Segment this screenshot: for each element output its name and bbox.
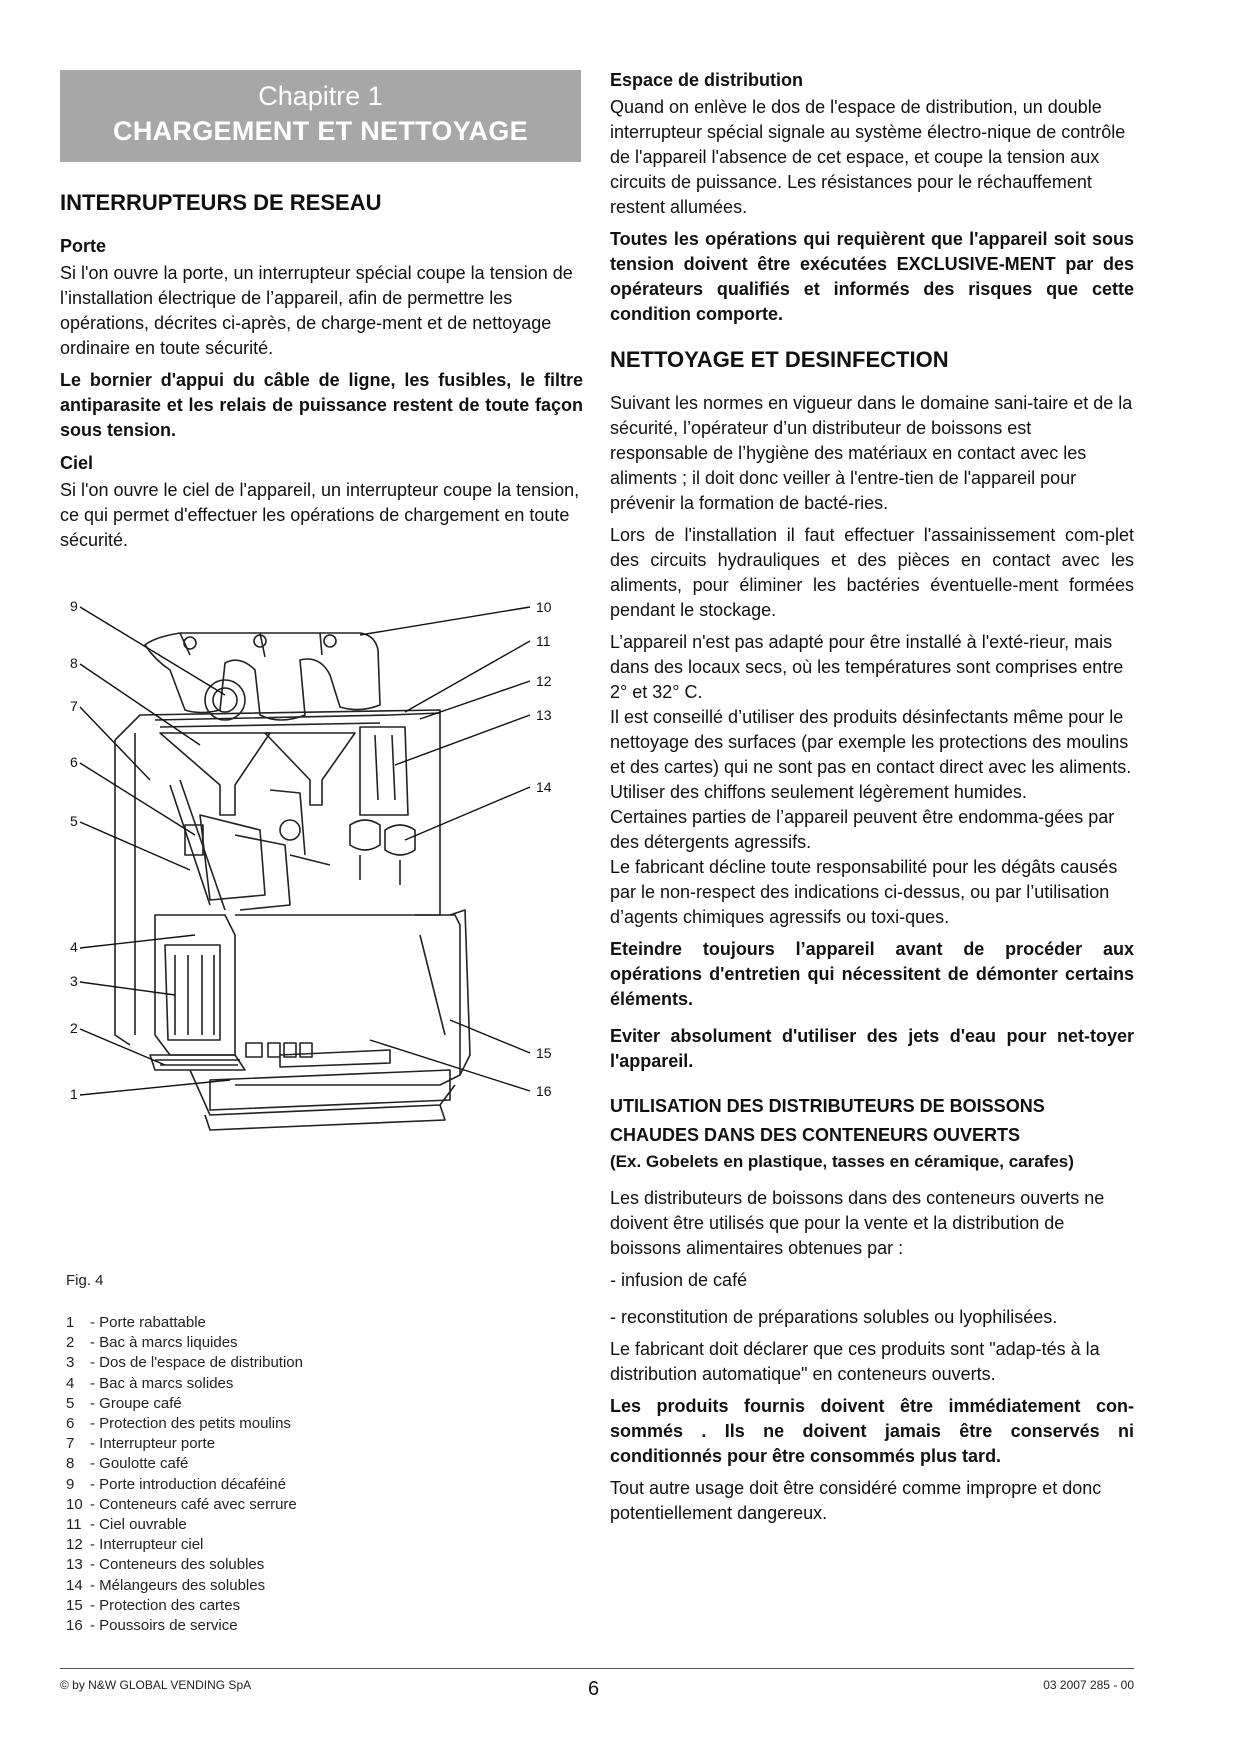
- callout-4: 4: [70, 939, 78, 955]
- paragraph-utilisation-1: Les distributeurs de boissons dans des conteneurs ouverts ne doivent être utilisés que pour la vente et la distribution de boissons alimentaires obtenues par :: [610, 1188, 1105, 1258]
- warning-porte: Le bornier d'appui du câble de ligne, les fusibles, le filtre antiparasite et les relais de puissance restent de toute façon sous tension.: [60, 370, 583, 440]
- legend-number: 15: [66, 1596, 83, 1614]
- legend-number: 3: [66, 1354, 75, 1372]
- machine-drawing: [60, 598, 570, 1255]
- list-item-infusion: - infusion de café: [610, 1270, 748, 1290]
- legend-text: - Protection des petits moulins: [90, 1415, 291, 1433]
- legend-item: [66, 1596, 303, 1616]
- legend-number: 9: [66, 1475, 75, 1493]
- legend-item: [66, 1333, 303, 1353]
- footer-rule: [60, 1668, 1134, 1669]
- legend-number: 1: [66, 1314, 75, 1331]
- section-title-nettoyage: NETTOYAGE ET DESINFECTION: [610, 347, 949, 372]
- warning-nettoyage-1: Eteindre toujours l’appareil avant de procéder aux opérations d'entretien qui nécessitent de démonter certains éléments.: [610, 939, 1134, 1009]
- legend-text: - Bac à marcs solides: [90, 1374, 234, 1392]
- legend-text: - Dos de l'espace de distribution: [90, 1354, 303, 1372]
- legend-text: - Porte rabattable: [90, 1314, 206, 1331]
- callout-13: 13: [536, 707, 552, 723]
- page-number: 6: [588, 1678, 600, 1700]
- callout-numbers: [70, 598, 552, 1102]
- legend-text: - Ciel ouvrable: [90, 1516, 187, 1534]
- warning-espace: Toutes les opérations qui requièrent que l'appareil soit sous tension doivent être exécutées EXCLUSIVE-MENT par des opérateurs qualifiés et informés des risques que cette condition comporte.: [610, 229, 1134, 324]
- section-title-utilisation-2: CHAUDES DANS DES CONTENEURS OUVERTS: [610, 1125, 1021, 1145]
- legend-number: 14: [66, 1576, 83, 1594]
- legend-text: - Poussoirs de service: [90, 1617, 238, 1635]
- legend-item: [66, 1313, 303, 1333]
- legend-item: [66, 1576, 303, 1596]
- machine-figure: [60, 598, 570, 1255]
- warning-nettoyage-2: Eviter absolument d'utiliser des jets d'eau pour net-toyer l'appareil.: [610, 1026, 1134, 1071]
- legend-item: [66, 1475, 303, 1495]
- paragraph-utilisation-2: Le fabricant doit déclarer que ces produits sont "adap-tés à la distribution automatique" en conteneurs ouverts.: [610, 1339, 1100, 1384]
- callout-7: 7: [70, 698, 78, 714]
- list-item-reconstitution: - reconstitution de préparations solubles ou lyophilisées.: [610, 1307, 1058, 1327]
- legend-number: 8: [66, 1455, 75, 1473]
- document-code: 03 2007 285 - 00: [1043, 1678, 1134, 1692]
- callout-16: 16: [536, 1083, 552, 1099]
- paragraph-utilisation-3: Tout autre usage doit être considéré comme impropre et donc potentiellement dangereux.: [610, 1478, 1102, 1523]
- paragraph-nettoyage-4: Il est conseillé d’utiliser des produits désinfectants même pour le nettoyage des surfaces (par exemple les protections des moulins et des cartes) qui ne sont pas en contact direct avec les aliments. Utiliser des chiffons seulement légèrement humides.: [610, 707, 1132, 802]
- legend-number: 5: [66, 1394, 75, 1412]
- legend-text: - Groupe café: [90, 1394, 182, 1412]
- paragraph-porte: Si l'on ouvre la porte, un interrupteur spécial coupe la tension de l’installation électrique de l’appareil, afin de permettre les opérations, décrites ci-après, de charge-ment et de nettoyage ordinaire en toute sécurité.: [60, 263, 573, 358]
- legend-text: - Interrupteur ciel: [90, 1536, 204, 1554]
- legend-item: [66, 1454, 303, 1474]
- legend-text: - Protection des cartes: [90, 1596, 241, 1614]
- legend-item: [66, 1374, 303, 1394]
- legend-item: [66, 1535, 303, 1555]
- callout-6: 6: [70, 754, 78, 770]
- legend-text: - Conteneurs des solubles: [90, 1556, 265, 1574]
- legend-item: [66, 1515, 303, 1535]
- paragraph-nettoyage-2: Lors de l'installation il faut effectuer l'assainissement com-plet des circuits hydrauliques et des pièces en contact avec les aliments, pour éliminer les bactéries éventuelle-ment formées pendant le stockage.: [610, 525, 1134, 620]
- callout-2: 2: [70, 1020, 78, 1036]
- chapter-banner: [60, 70, 581, 162]
- section-title-interrupteurs: INTERRUPTEURS DE RESEAU: [60, 190, 382, 215]
- legend-number: 13: [66, 1556, 83, 1574]
- legend-number: 4: [66, 1374, 75, 1392]
- paragraph-nettoyage-5: Certaines parties de l’appareil peuvent être endomma-gées par des détergents agressifs.: [610, 807, 1115, 852]
- callout-14: 14: [536, 779, 552, 795]
- subheading-ciel: Ciel: [60, 453, 94, 473]
- warning-utilisation: Les produits fournis doivent être immédiatement con-sommés . Ils ne doivent jamais être conservés ni conditionnés pour être consommés plus tard.: [610, 1396, 1134, 1466]
- section-title-utilisation-1: UTILISATION DES DISTRIBUTEURS DE BOISSONS: [610, 1096, 1045, 1116]
- legend-text: - Porte introduction décaféiné: [90, 1475, 286, 1493]
- legend-text: - Conteneurs café avec serrure: [90, 1495, 297, 1513]
- legend-item: [66, 1495, 303, 1515]
- chapter-number: Chapitre 1: [258, 81, 383, 111]
- paragraph-ciel: Si l'on ouvre le ciel de l'appareil, un interrupteur coupe la tension, ce qui permet d'effectuer les opérations de chargement en toute sécurité.: [60, 480, 580, 550]
- legend-item: [66, 1394, 303, 1414]
- callout-8: 8: [70, 655, 78, 671]
- callout-9: 9: [70, 598, 78, 614]
- chapter-title: CHARGEMENT ET NETTOYAGE: [113, 116, 528, 146]
- figure-legend: [66, 1313, 303, 1636]
- legend-item: [66, 1616, 303, 1636]
- legend-text: - Bac à marcs liquides: [90, 1334, 238, 1352]
- legend-number: 2: [66, 1334, 75, 1352]
- section-subtitle-utilisation: (Ex. Gobelets en plastique, tasses en céramique, carafes): [610, 1152, 1074, 1171]
- legend-number: 16: [66, 1617, 83, 1635]
- legend-text: - Mélangeurs des solubles: [90, 1576, 266, 1594]
- paragraph-nettoyage-1: Suivant les normes en vigueur dans le domaine sani-taire et de la sécurité, l’opérateur d’un distributeur de boissons est responsable de l’hygiène des matériaux en contact avec les aliments ; il doit donc veiller à l'entre-tien de l'appareil pour prévenir la formation de bacté-ries.: [610, 393, 1133, 513]
- legend-item: [66, 1555, 303, 1575]
- legend-number: 7: [66, 1435, 75, 1453]
- right-column: [610, 68, 1134, 1533]
- legend-text: - Goulotte café: [90, 1455, 189, 1473]
- callout-12: 12: [536, 673, 552, 689]
- callout-10: 10: [536, 599, 552, 615]
- callout-15: 15: [536, 1045, 552, 1061]
- legend-number: 10: [66, 1495, 83, 1513]
- legend-text: - Interrupteur porte: [90, 1435, 216, 1453]
- left-column: [60, 188, 583, 560]
- callout-1: 1: [70, 1086, 78, 1102]
- callout-11: 11: [536, 633, 551, 649]
- legend-item: [66, 1434, 303, 1454]
- footer-copyright: © by N&W GLOBAL VENDING SpA: [60, 1678, 252, 1692]
- legend-number: 11: [66, 1516, 82, 1534]
- callout-3: 3: [70, 973, 78, 989]
- paragraph-nettoyage-6: Le fabricant décline toute responsabilité pour les dégâts causés par le non-respect des indications ci-dessus, ou par l’utilisation d’agents chimiques agressifs ou toxi-ques.: [610, 857, 1118, 927]
- subheading-espace: Espace de distribution: [610, 70, 804, 90]
- legend-item: [66, 1414, 303, 1434]
- paragraph-espace: Quand on enlève le dos de l'espace de distribution, un double interrupteur spécial signale au système électro-nique de contrôle de l'appareil l'absence de cet espace, et coupe la tension aux circuits de puissance. Les résistances pour le réchauffement restent allumées.: [610, 97, 1126, 217]
- legend-item: [66, 1353, 303, 1373]
- subheading-porte: Porte: [60, 236, 107, 256]
- figure-caption: Fig. 4: [66, 1272, 104, 1289]
- legend-number: 12: [66, 1536, 83, 1554]
- callout-5: 5: [70, 813, 78, 829]
- legend-number: 6: [66, 1415, 75, 1433]
- paragraph-nettoyage-3: L’appareil n'est pas adapté pour être installé à l'exté-rieur, mais dans des locaux secs, où les températures sont comprises entre 2° et 32° C.: [610, 632, 1124, 702]
